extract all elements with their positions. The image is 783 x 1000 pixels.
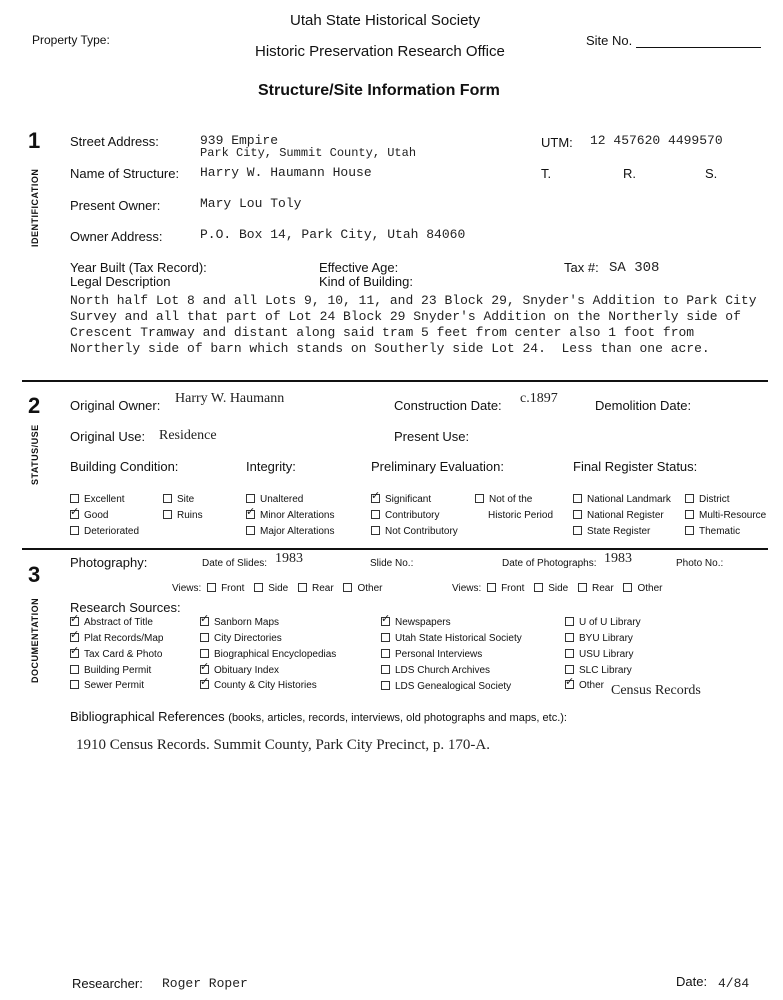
source-slc-library[interactable]: SLC Library	[565, 665, 632, 676]
view-side-checkbox[interactable]	[534, 583, 543, 592]
source-tax-card[interactable]: ✓ Tax Card & Photo	[70, 643, 163, 660]
check-mark-icon: ✓	[371, 488, 381, 502]
source-county-city-histories[interactable]: ✓ County & City Histories	[200, 674, 317, 691]
legal-description-text: North half Lot 8 and all Lots 9, 10, 11, and 23 Block 29, Snyder's Addition to Park City Survey and all that part of Lot 24 Block 29 Snyder's Addition on the Northerly side of Crescent Tramway and distant along said tram 5 feet from center also 1 foot from Northerly side of barn which stands on Southerly side Lot 24. Less than one acre.	[70, 293, 757, 356]
street-value: 939 Empire	[200, 133, 279, 148]
photo-no-label: Photo No.:	[676, 558, 724, 569]
checkbox-excellent[interactable]: Excellent	[70, 494, 125, 505]
source-u-of-u-library[interactable]: U of U Library	[565, 617, 641, 628]
tax-number-label: Tax #:	[564, 260, 599, 275]
structure-name-label: Name of Structure:	[70, 166, 180, 181]
check-mark-icon: ✓	[70, 504, 80, 518]
checkbox-not-contributory[interactable]: Not Contributory	[371, 526, 458, 537]
check-mark-icon: ✓	[70, 611, 80, 625]
site-no-field[interactable]	[636, 37, 761, 48]
source-plat-records[interactable]: ✓ Plat Records/Map	[70, 627, 164, 644]
township-label: T.	[541, 166, 552, 181]
research-sources-label: Research Sources:	[70, 600, 181, 615]
org-name: Utah State Historical Society	[290, 12, 481, 29]
present-owner-value: Mary Lou Toly	[200, 196, 302, 211]
present-owner-label: Present Owner:	[70, 198, 161, 213]
utm-value: 12 457620 4499570	[590, 133, 723, 148]
bibliographical-references: Bibliographical References (books, articles, records, interviews, old photographs and maps, etc.):	[70, 709, 567, 724]
office-name: Historic Preservation Research Office	[255, 43, 505, 60]
source-byu-library[interactable]: BYU Library	[565, 633, 633, 644]
historic-period-label: Historic Period	[488, 510, 554, 521]
source-lds-genealogical-society[interactable]: LDS Genealogical Society	[381, 681, 511, 692]
building-condition-label: Building Condition:	[70, 459, 179, 474]
check-mark-icon: ✓	[200, 659, 210, 673]
checkbox-significant[interactable]: ✓ Significant	[371, 488, 432, 505]
section-1-tag: IDENTIFICATION	[30, 168, 40, 247]
original-owner-value: Harry W. Haumann	[175, 391, 285, 406]
check-mark-icon: ✓	[200, 611, 210, 625]
checkbox-major-alterations[interactable]: Major Alterations	[246, 526, 334, 537]
original-use-value: Residence	[159, 428, 217, 443]
original-use-label: Original Use:	[70, 429, 146, 444]
property-type-label: Property Type:	[32, 33, 110, 47]
source-city-directories[interactable]: City Directories	[200, 633, 282, 644]
date-of-slides-value: 1983	[275, 551, 303, 566]
checkbox-site[interactable]: Site	[163, 494, 194, 505]
effective-age-label: Effective Age:	[319, 260, 399, 275]
bibliographical-references-value: 1910 Census Records. Summit County, Park City Precinct, p. 170-A.	[76, 737, 491, 753]
slides-views: Views: Front Side Rear Other	[172, 583, 383, 594]
researcher-label: Researcher:	[72, 976, 143, 991]
section-3-tag: DOCUMENTATION	[30, 597, 40, 683]
date-of-photographs-value: 1983	[604, 551, 632, 566]
site-no-label: Site No.	[586, 33, 633, 48]
view-side-checkbox[interactable]	[254, 583, 263, 592]
checkbox-national-register[interactable]: National Register	[573, 510, 664, 521]
source-lds-church-archives[interactable]: LDS Church Archives	[381, 665, 490, 676]
checkbox-thematic[interactable]: Thematic	[685, 526, 740, 537]
checkbox-unaltered[interactable]: Unaltered	[246, 494, 303, 505]
demolition-date-label: Demolition Date:	[595, 398, 692, 413]
source-other[interactable]: ✓ Other	[565, 674, 605, 691]
source-sanborn-maps[interactable]: ✓ Sanborn Maps	[200, 611, 280, 628]
checkbox-contributory[interactable]: Contributory	[371, 510, 439, 521]
view-rear-checkbox[interactable]	[578, 583, 587, 592]
checkbox-multi-resource[interactable]: Multi-Resource	[685, 510, 766, 521]
section-2-number: 2	[28, 393, 41, 418]
range-label: R.	[623, 166, 636, 181]
source-abstract-of-title[interactable]: ✓ Abstract of Title	[70, 611, 153, 628]
construction-date-label: Construction Date:	[394, 398, 502, 413]
construction-date-value: c.1897	[520, 391, 558, 406]
source-newspapers[interactable]: ✓ Newspapers	[381, 611, 451, 628]
street-label: Street Address:	[70, 134, 159, 149]
owner-address-label: Owner Address:	[70, 229, 163, 244]
view-other-checkbox[interactable]	[343, 583, 352, 592]
checkbox-good[interactable]: ✓ Good	[70, 504, 109, 521]
date-value: 4/84	[718, 976, 750, 991]
source-building-permit[interactable]: Building Permit	[70, 665, 151, 676]
checkbox-state-register[interactable]: State Register	[573, 526, 650, 537]
check-mark-icon: ✓	[70, 627, 80, 641]
site-no	[586, 33, 761, 48]
kind-of-building-label: Kind of Building:	[319, 274, 413, 289]
checkbox-ruins[interactable]: Ruins	[163, 510, 203, 521]
final-register-status-label: Final Register Status:	[573, 459, 698, 474]
checkbox-national-landmark[interactable]: National Landmark	[573, 494, 671, 505]
date-of-slides-label: Date of Slides:	[202, 558, 268, 569]
checkbox-not-of-historic-period[interactable]: Not of the	[475, 494, 532, 505]
researcher-value: Roger Roper	[162, 976, 248, 991]
section-divider-2	[22, 548, 768, 550]
source-sewer-permit[interactable]: Sewer Permit	[70, 680, 144, 691]
form-title: Structure/Site Information Form	[258, 82, 500, 99]
year-built-label: Year Built (Tax Record):	[70, 260, 207, 275]
source-personal-interviews[interactable]: Personal Interviews	[381, 649, 482, 660]
source-usu-library[interactable]: USU Library	[565, 649, 633, 660]
check-mark-icon: ✓	[565, 674, 575, 688]
legal-description-label: Legal Description	[70, 274, 171, 289]
tax-number-value: SA 308	[609, 260, 660, 276]
check-mark-icon: ✓	[246, 504, 256, 518]
source-biographical-encyclopedias[interactable]: Biographical Encyclopedias	[200, 649, 336, 660]
check-mark-icon: ✓	[200, 674, 210, 688]
date-of-photographs-label: Date of Photographs:	[502, 558, 597, 569]
integrity-label: Integrity:	[246, 459, 296, 474]
source-other-value: Census Records	[611, 683, 701, 698]
section-divider-1	[22, 380, 768, 382]
checkbox-district[interactable]: District	[685, 494, 730, 505]
date-label: Date:	[676, 974, 708, 989]
source-utah-state-historical-society[interactable]: Utah State Historical Society	[381, 633, 522, 644]
original-owner-label: Original Owner:	[70, 398, 161, 413]
street-value-2: Park City, Summit County, Utah	[200, 146, 417, 160]
check-mark-icon: ✓	[70, 643, 80, 657]
check-mark-icon: ✓	[381, 611, 391, 625]
section-2-tag: STATUS/USE	[30, 424, 40, 485]
utm-label: UTM:	[541, 135, 573, 150]
structure-name-value: Harry W. Haumann House	[200, 165, 372, 180]
section-label: S.	[705, 166, 718, 181]
view-rear-checkbox[interactable]	[298, 583, 307, 592]
checkbox-minor-alterations[interactable]: ✓ Minor Alterations	[246, 504, 335, 521]
section-1-number: 1	[28, 128, 41, 153]
section-3-number: 3	[28, 562, 41, 587]
checkbox-deteriorated[interactable]: Deteriorated	[70, 526, 139, 537]
present-use-label: Present Use:	[394, 429, 470, 444]
owner-address-value: P.O. Box 14, Park City, Utah 84060	[200, 227, 466, 242]
view-front-checkbox[interactable]	[487, 583, 496, 592]
view-front-checkbox[interactable]	[207, 583, 216, 592]
source-obituary-index[interactable]: ✓ Obituary Index	[200, 659, 280, 676]
preliminary-evaluation-label: Preliminary Evaluation:	[371, 459, 504, 474]
slide-no-label: Slide No.:	[370, 558, 414, 569]
view-other-checkbox[interactable]	[623, 583, 632, 592]
photography-label: Photography:	[70, 555, 148, 570]
photos-views: Views: Front Side Rear Other	[452, 583, 663, 594]
